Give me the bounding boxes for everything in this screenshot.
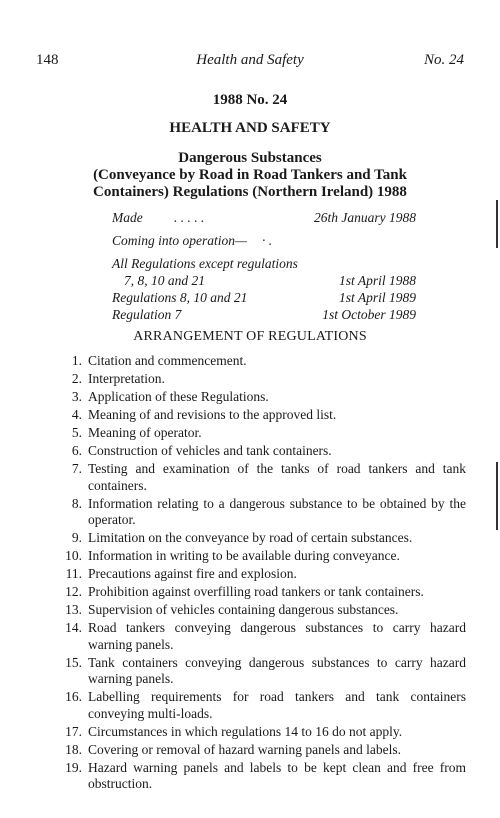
regulation-number: 7. [71,461,82,476]
subject-heading: HEALTH AND SAFETY [169,120,331,136]
regulation-text: Tank containers conveying dangerous substances to carry hazard warning panels. [88,654,466,686]
regulation-number: 4. [71,407,82,422]
all-regulations-label: All Regulations except regulations [112,256,298,271]
regulation-number: 16. [65,689,82,704]
regulation-number: 17. [65,723,82,739]
operation-label: Coming into operation— [112,233,248,248]
regulation-item [38,742,466,759]
regulation-item [38,496,466,529]
regulation-text: Road tankers conveying dangerous substances to carry hazard warning panels. [88,620,466,652]
regulation-7-label: Regulation 7 [112,307,182,322]
regulation-number: 6. [71,443,82,458]
regulation-number: 15. [65,654,82,670]
regulation-text: Meaning of and revisions to the approved list. [88,407,337,422]
regulation-item [38,724,466,741]
regulation-item [38,566,466,583]
margin-rule [496,462,498,530]
regulation-number: 2. [71,371,82,386]
regulation-number: 8. [71,495,82,511]
regulations-list [38,353,466,794]
operation-row [112,233,416,250]
regulation-text: Interpretation. [88,371,165,386]
regulation-7-date: 1st October 1989 [322,307,416,322]
page-number: 148 [36,52,59,68]
regulation-number: 3. [71,389,82,404]
made-row [112,210,416,227]
regulation-item [38,371,466,388]
title-line: Containers) Regulations (Northern Ireland) 1988 [93,184,407,200]
dates-block [112,210,416,324]
arrangement-heading: ARRANGEMENT OF REGULATIONS [133,329,367,344]
regulation-number: 11. [65,566,82,581]
all-regulations-date: 1st April 1988 [338,273,416,288]
regulation-number: 9. [71,530,82,545]
regulation-number: 13. [65,602,82,617]
made-label: Made [112,210,143,225]
running-head [36,52,464,72]
instrument-title [0,150,500,201]
regulations-8-10-21-row [112,290,416,307]
regulation-text: Labelling requirements for road tankers and tank containers conveying multi-loads. [88,689,466,721]
title-line: Dangerous Substances [178,150,322,166]
running-head-number: No. 24 [423,52,464,68]
regulation-number: 10. [65,548,82,563]
regulation-text: Meaning of operator. [88,425,202,440]
regulation-text: Limitation on the conveyance by road of certain substances. [88,530,413,545]
regulation-item [38,620,466,653]
margin-rule [496,200,498,248]
running-head-title: Health and Safety [196,52,304,68]
regulation-item [38,425,466,442]
regulation-item [38,407,466,424]
regulation-text: Covering or removal of hazard warning panels and labels. [88,741,402,757]
regulation-number: 1. [71,353,82,368]
regulations-8-10-21-date: 1st April 1989 [338,290,416,305]
regulation-item [38,602,466,619]
all-regulations-row-2 [112,273,416,290]
regulation-item [38,584,466,601]
regulation-text: Construction of vehicles and tank containers. [88,443,332,458]
instrument-year-number: 1988 No. 24 [212,92,288,108]
all-regulations-row [112,256,416,273]
regulation-item [38,760,466,793]
regulation-item [38,389,466,406]
regulation-item [38,353,466,370]
regulation-number: 12. [65,584,82,599]
regulation-item [38,461,466,494]
regulation-text: Citation and commencement. [88,353,247,368]
regulation-text: Supervision of vehicles containing dangerous substances. [88,602,399,617]
regulation-text: Precautions against fire and explosion. [88,566,297,581]
regulation-number: 5. [71,425,82,440]
regulation-7-row [112,307,416,324]
regulation-text: Information in writing to be available during conveyance. [88,548,400,563]
regulation-text: Application of these Regulations. [88,389,269,404]
made-date: 26th January 1988 [314,210,416,225]
regulation-text: Testing and examination of the tanks of road tankers and tank containers. [88,461,466,493]
regulation-text: Hazard warning panels and labels to be kept clean and free from obstruction. [88,759,466,791]
regulation-text: Circumstances in which regulations 14 to 16 do not apply. [88,723,403,739]
regulation-number: 18. [65,741,82,757]
regulation-text: Information relating to a dangerous substance to be obtained by the operator. [88,495,466,527]
regulation-item [38,689,466,722]
regulations-8-10-21-label: Regulations 8, 10 and 21 [112,290,248,305]
regulation-item [38,530,466,547]
regulation-item [38,548,466,565]
regulation-number: 14. [65,620,82,635]
all-regulations-exceptions: 7, 8, 10 and 21 [124,273,205,288]
regulation-item [38,655,466,688]
regulation-number: 19. [65,759,82,775]
title-line: (Conveyance by Road in Road Tankers and Tank [93,167,407,183]
regulation-text: Prohibition against overfilling road tankers or tank containers. [88,584,424,599]
regulation-item [38,443,466,460]
made-dots: . . . . . [174,210,205,225]
operation-dots: · . [262,233,273,248]
